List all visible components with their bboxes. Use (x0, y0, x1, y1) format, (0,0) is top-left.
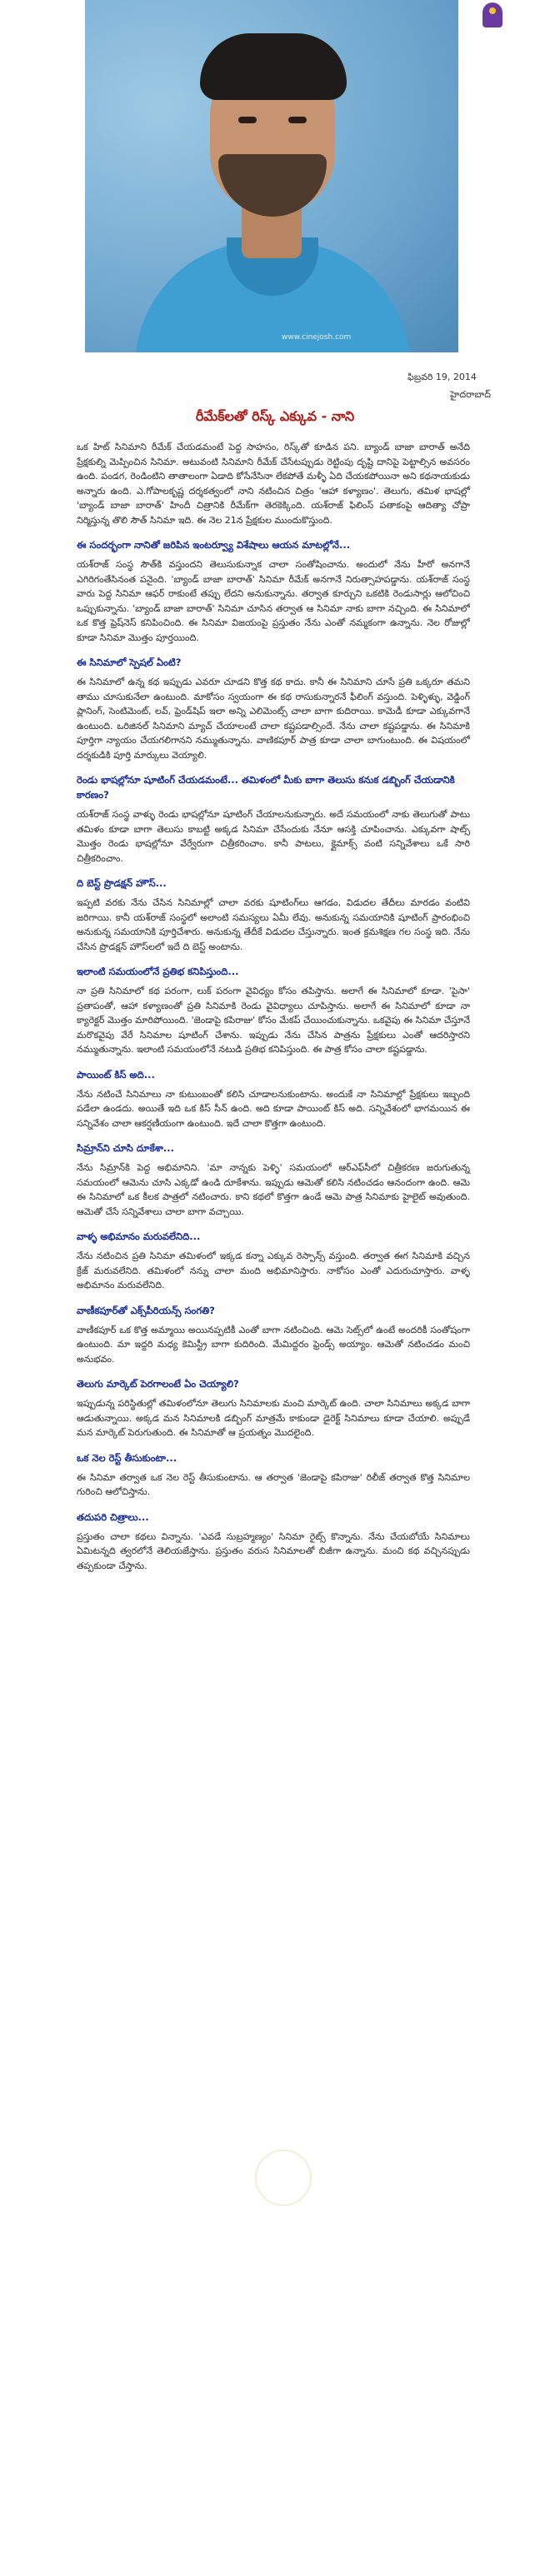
interview-question: ఈ సందర్భంగా నానితో జరిపిన ఇంటర్వ్యూ విశేషాలు ఆయన మాటల్లోనే... (77, 539, 351, 551)
article-paragraph: నేను సిమ్రాన్‌కి పెద్ద అభిమానిని. 'మా నాన్నకు పెళ్ళి' సమయంలో ఆర్‌ఎఫ్‌సీలో చిత్రీకరణ జరుగుతున్న సమయంలో ఆమెను చూసి ఎక్కడో ఉండి దూకేశాను. ఇప్పుడు ఆమెతో కలిసి నటించడం ఆనందంగా ఉంది. ఆమె ఈ సినిమాలో ఒక కీలక పాత్రలో నటించారు. కాని కథలో కొత్తగా ఉండే ఆమె పాత్ర సినిమాకు హైలైట్ అవుతుంది. ఆమెతో చేసే సన్నివేశాలు చాలా బాగా వచ్చాయి. (77, 1162, 470, 1217)
article-headline: రీమేక్‌లతో రిస్క్ ఎక్కువ - నాని (195, 408, 355, 424)
article-paragraph: నా ప్రతి సినిమాలో కథ పరంగా, లుక్ పరంగా వైవిధ్యం కోసం తపిస్తాను. అలాగే ఈ సినిమాలో కూడా. 'పైసా' ప్రతాపంతో, ఆహా కళ్యాణంతో ప్రతి సినిమాకి రెండు వైవిధ్యాలు చూపిస్తాను. అలాగే ఈ సినిమాలో కూడా నా క్యారెక్టర్ మొత్తం మారిపోయింది. 'జెండాపై కపిరాజు' కోసం మేకప్ చేయించుకున్నాను. ఒకవైపు ఈ సినిమా చేస్తూనే మరొకవైపు వేరే సినిమాల షూటింగ్ చేశాను. ఇప్పుడు నేను చేసిన పాత్రను ప్రేక్షకులు ఎంతో ఆదరిస్తారని నమ్ముతున్నాను. ఇలాంటి సమయంలోనే నటుడి ప్రతిభ కనిపిస్తుంది. ఈ పాత్ర కోసం చాలా కష్టపడ్డాను. (77, 986, 470, 1055)
photo-eye-right (288, 117, 307, 123)
photo-watermark: www.cinejosh.com (282, 333, 352, 342)
article-place: హైదరాబాద్ (450, 389, 491, 400)
photo-hair (200, 33, 347, 100)
article-paragraph: యశ్‌రాజ్ సంస్థ సౌత్‌కి వస్తుందని తెలుసుకున్నాక చాలా సంతోషించాను. అందులో నేను హీరో అనగానే ఎగిరిగంతేసినంత పనైంది. 'బ్యాండ్ బాజా బారాత్' సినిమా రీమేక్ అనగానే నిరుత్సాహపడ్డాను. యశ్‌రాజ్ సంస్థ వారు పెద్ద సినిమా ఆఫర్ రాకుంటే తప్పు లేదని అనుకున్నాను. తర్వాత కూర్చుని ఒకటికి రెండుసార్లు ఆలోచించి ఒప్పుకున్నాను. 'బ్యాండ్ బాజా బారాత్' సినిమా చూసిన తర్వాత ఆ సినిమా నాకు బాగా నచ్చింది. ఈ సినిమాలో ఒక కొత్త ఫ్రెష్‌నెస్ కనిపించింది. ఈ సినిమా విజయంపై ప్రస్తుతం నేను ఎంతో నమ్మకంగా ఉన్నాను. నెల రోజుల్లో కూడా సినిమా మొత్తం పూర్తయింది. (77, 559, 470, 643)
article-paragraph: ఈ సినిమా తర్వాత ఒక నెల రెస్ట్ తీసుకుంటాను. ఆ తర్వాత 'జెండాపై కపిరాజు' రిలీజ్ తర్వాత కొత్త సినిమాల గురించి ఆలోచిస్తాను. (77, 1471, 470, 1497)
interview-question: తదుపరి చిత్రాలు... (77, 1510, 149, 1523)
article-paragraph: ప్రస్తుతం చాలా కథలు విన్నాను. 'ఎవడే సుబ్రహ్మణ్యం' సినిమా రైట్స్ కొన్నాను. నేను చేయబోయే సినిమాలు ఏమిటన్నది త్వరలోనే తెలియజేస్తాను. ప్రస్తుతం వరుస సినిమాలతో బిజీగా ఉన్నాను. మంచి కథ వచ్చినప్పుడు తప్పకుండా చేస్తాను. (77, 1530, 470, 1571)
article-body (77, 440, 470, 1583)
article-date: ఫిబ్రవరి 19, 2014 (408, 372, 477, 382)
article-paragraph: నేను నటించిన ప్రతి సినిమా తమిళంలో ఇక్కడ కన్నా ఎక్కువ రెస్పాన్స్ వస్తుంది. తర్వాత ఈగ సినిమాకి వచ్చిన క్రేజ్ మరువలేనిది. తమిళంలో నన్ను చాలా మంది అభిమానిస్తారు. నాకోసం ఎంతో ఎదురుచూస్తారు. వాళ్ళ అభిమానం మరువలేనిది. (77, 1251, 470, 1290)
logo-dot (489, 7, 496, 14)
article-paragraph: ఇప్పుడున్న పరిస్థితుల్లో తమిళంలోనూ తెలుగు సినిమాలకు మంచి మార్కెట్ ఉంది. చాలా సినిమాలు అక్కడ బాగా ఆడుతున్నాయి. అక్కడ మన సినిమాలకి డబ్బింగ్ మాత్రమే కాకుండా డైరెక్ట్ సినిమాలు కూడా చేయాలి. అప్పుడే మన మార్కెట్ పెరుగుతుంది. ఈ సినిమాతో ఆ ప్రయత్నం మొదలైంది. (77, 1398, 470, 1438)
photo-eye-left (238, 117, 257, 123)
article-paragraph: ఒక హిట్ సినిమాని రీమేక్ చేయడమంటే పెద్ద సాహసం, రిస్క్‌తో కూడిన పని. బ్యాండ్ బాజా బారాత్ అనేది ప్రేక్షకుల్ని మెప్పించిన సినిమా. అటువంటి సినిమాని రీమేక్ చేసేటప్పుడు రెట్టింపు దృష్టి దానిపై పెట్టాల్సిన అవసరం ఉంది. పండగ, రెండింటిని తాతాలంగా ఏడాది కోసేనేసినా లేకపోతే మళ్ళీ ఏది చేయకపోయినా అని కథనాయకుడు అన్నారు ఉంది. ఎ.గోపాలకృష్ణ దర్శకత్వంలో నాని నటించిన చిత్రం 'ఆహా కళ్యాణం'. తెలుగు, తమిళ భాషల్లో 'బ్యాండ్ బాజా బారాత్' హిందీ చిత్రానికి రీమేక్‌గా తెరకెక్కింది. యశ్‌రాజ్ ఫిలింస్ పతాకంపై ఆదిత్యా చోప్రా నిర్మిస్తున్న తొలి సౌత్ సినిమా ఇది. ఈ నెల 21న ప్రేక్షకుల ముందుకొస్తుంది. (77, 442, 470, 526)
actor-photo (85, 0, 458, 352)
interview-question: వాణీకపూర్‌తో ఎక్స్‌పీరియన్స్ సంగతి? (77, 1304, 215, 1316)
interview-question: వాళ్ళ అభిమానం మరువలేనిది... (77, 1231, 201, 1242)
article-paragraph: నేను నటించే సినిమాలు నా కుటుంబంతో కలిసి చూడాలనుకుంటాను. అందుకే నా సినిమాల్లో ప్రేక్షకులు ఇబ్బంది పడేలా ఉండదు. అయితే ఇది ఒక కిస్ సీన్ ఉంది. అది కూడా పాయింట్ కిస్ అది. సన్నివేశంలో భాగమయిన ఈ సన్నివేశం చాలా ఆకర్షణీయంగా ఉంటుంది. ఇదే చాలా కొత్తగా ఉంటుంది. (77, 1088, 470, 1129)
interview-question: ఇలాంటి సమయంలోనే ప్రతిభ కనిపిస్తుంది... (77, 966, 239, 977)
interview-question: పాయింట్ కిస్ అది... (77, 1068, 155, 1081)
interview-question: ది బెస్ట్ ప్రొడక్షన్ హౌస్... (77, 877, 167, 889)
background-logo-watermark (255, 2149, 312, 2206)
article-paragraph: వాణీకపూర్ ఒక కొత్త అమ్మాయి అయినప్పటికీ ఎంతో బాగా నటించింది. ఆమె సెట్స్‌లో ఉంటే అందరికీ సంతోషంగా ఉంటుంది. మా ఇద్దరి మధ్య కెమిస్ట్రీ బాగా కుదిరింది. మేమిద్దరం ఫ్రెండ్స్ అయ్యాం. ఆమెతో నటించడం మంచి అనుభవం. (77, 1324, 470, 1365)
interview-question: ఒక నెల రెస్ట్ తీసుకుంటా... (77, 1451, 178, 1464)
article-paragraph: ఇప్పటి వరకు నేను చేసిన సినిమాల్లో చాలా వరకు షూటింగ్‌లు ఆగడం, విడుదల తేదీలు మారడం వంటివి జరిగాయి. కానీ యశ్‌రాజ్ సంస్థలో అలాంటి సమస్యలు ఏమీ లేవు. అనుకున్న సమయానికి షూటింగ్ ప్రారంభించి అనుకున్న సమయానికి పూర్తిచేశారు. అనుకున్న తేదీకే విడుదల చేస్తున్నారు. ఇంత క్రమశిక్షణ గల సంస్థ ఇది. నేను చేసిన ప్రొడక్షన్ హౌస్‌లలో ఇదే ది బెస్ట్ అంటాను. (77, 897, 470, 952)
interview-question: ఈ సినిమాలో స్పెషల్ ఏంటి? (77, 656, 182, 668)
interview-question: తెలుగు మార్కెట్ పెరగాలంటే ఏం చెయ్యాలి? (77, 1378, 239, 1390)
article-paragraph: ఈ సినిమాలో ఉన్న కథ ఇప్పుడు ఎవరూ చూడని కొత్త కథ కాదు. కానీ ఈ సినిమాని చూసే ప్రతి ఒక్కరూ తమని తాము చూసుకునేలా ఉంటుంది. మాకోసం స్వయంగా ఈ కథ రాసుకున్నారనే ఫీలింగ్ వస్తుంది. పెళ్ళిళ్ళు, వెడ్డింగ్ ప్లానింగ్, సెంటిమెంట్, లవ్, ఫ్రెండ్‌షిప్ ఇలా అన్ని ఎలిమెంట్స్ చాలా బాగా కుదిరాయి. కామెడీ కూడా ఎక్కువగానే ఉంటుంది. ఒరిజినల్ సినిమాని మ్యాచ్ చేయాలంటే చాలా కష్టపడాల్సిందే. నేను చాలా కష్టపడ్డాను. ఈ సినిమాకి పూర్తిగా న్యాయం చేయగలిగానని నమ్ముతున్నాను. వాణికపూర్ పాత్ర కూడా చాలా బాగుంటుంది. ఈ విషయంలో దర్శకుడికి పూర్తి మార్కులు వెయ్యాలి. (77, 676, 470, 761)
site-logo (482, 2, 502, 27)
article-paragraph: యశ్‌రాజ్ సంస్థ వాళ్ళు రెండు భాషల్లోనూ షూటింగ్ చేయాలనుకున్నారు. అదే సమయంలో నాకు తెలుగుతో పాటు తమిళం కూడా బాగా తెలుసు కాబట్టి అక్కడ సినిమా చేసేందుకు నేనూ ఆసక్తి చూపించాను. ఎక్కువగా షాట్స్ మొత్తం రెండు భాషల్లోనూ వేర్వేరుగా చిత్రీకరించాం. కానీ పాటలు, క్లైమాక్స్ వంటి సన్నివేశాలు ఒకే సారి చిత్రీకరించాం. (77, 809, 470, 864)
interview-question: సిమ్రాన్‌ని చూసి దూకేశా... (77, 1142, 174, 1154)
interview-question: రెండు భాషల్లోనూ షూటింగ్ చేయడమంటే... తమిళంలో మీకు బాగా తెలుసు కనుక డబ్బింగ్ చేయడానికి కారణం? (77, 774, 455, 801)
